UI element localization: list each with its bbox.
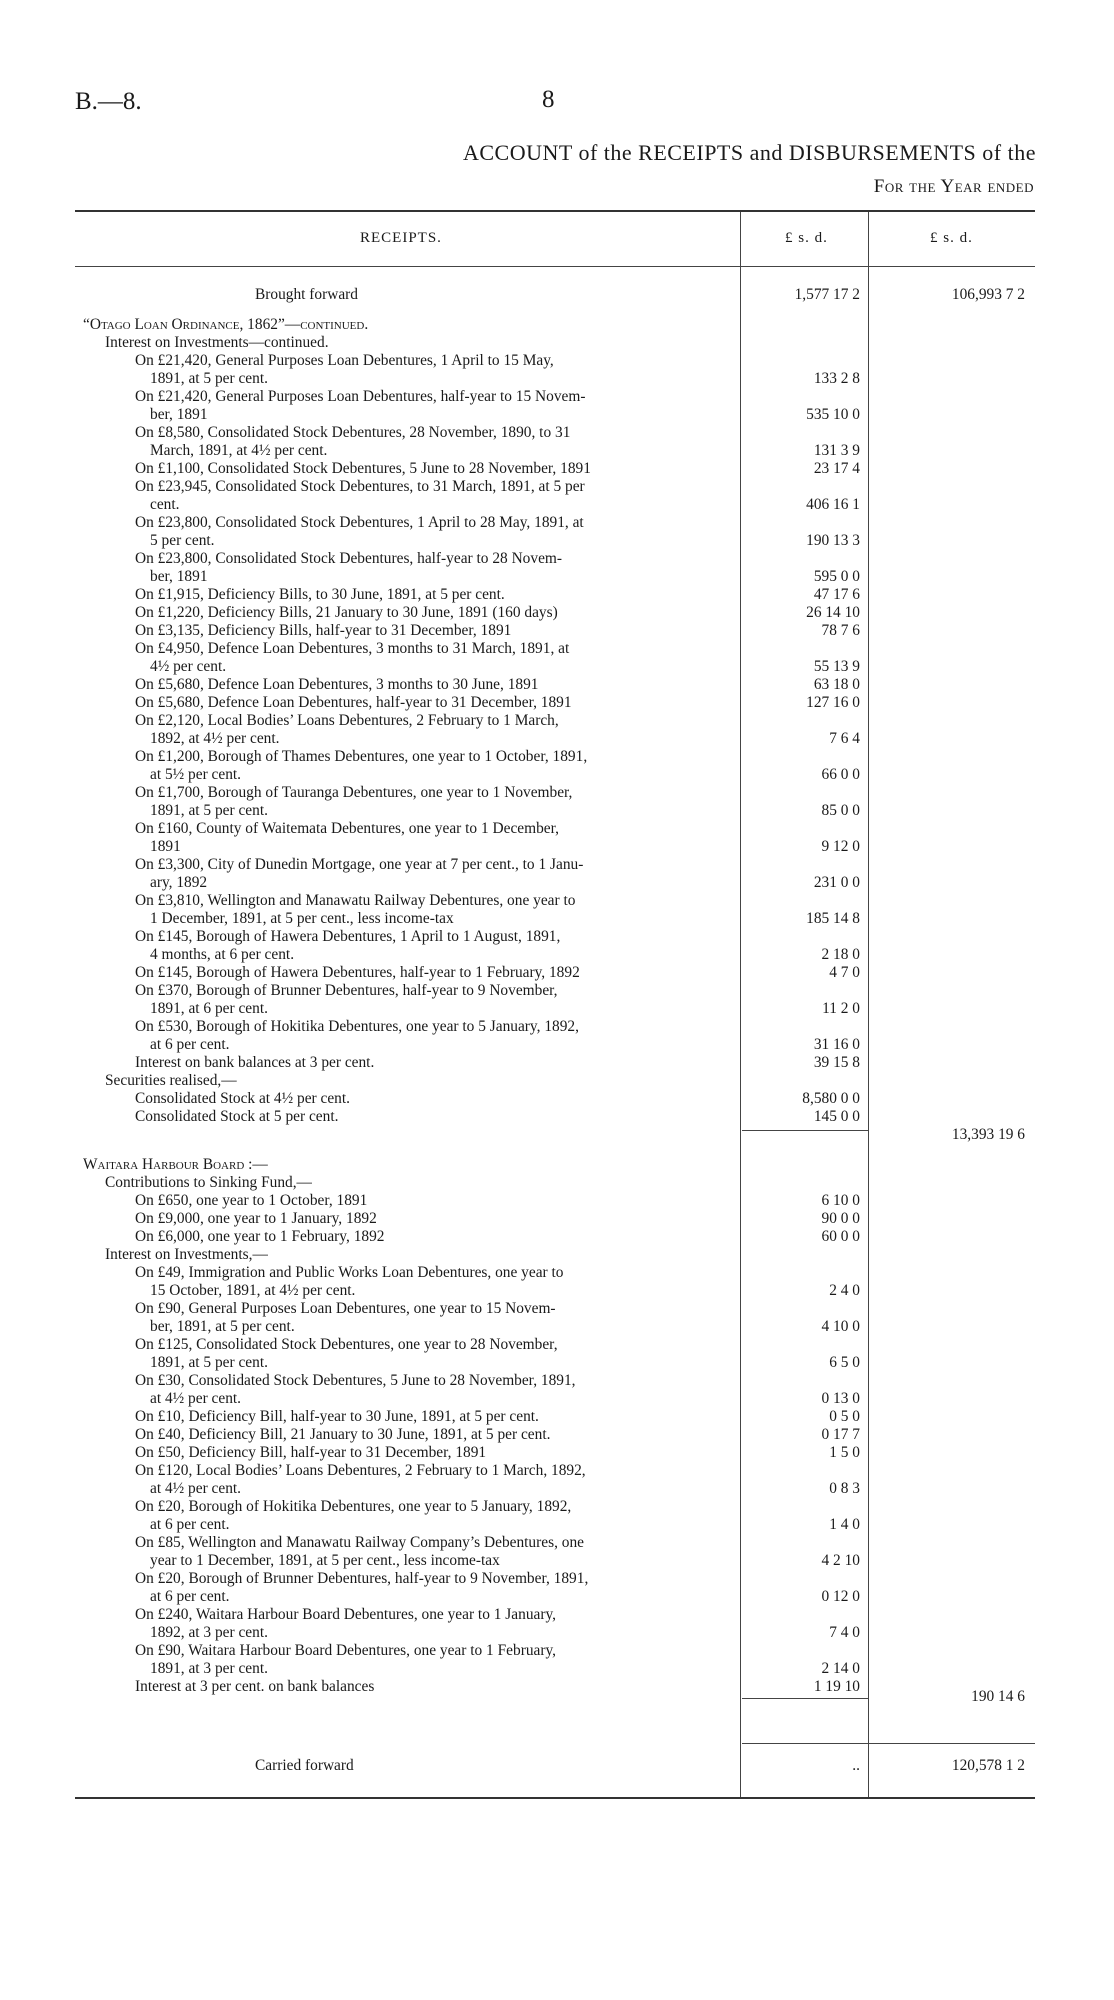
waitara-item: On £120, Local Bodies’ Loans Debentures, 2 February to 1 March, 1892, [135,1462,586,1479]
otago-item-amount: 133 2 8 [813,370,860,387]
otago-item-amount: 55 13 9 [813,658,860,675]
waitara-item-cont: at 6 per cent. [150,1588,230,1605]
otago-item: On £4,950, Defence Loan Debentures, 3 months to 31 March, 1891, at [135,640,570,657]
waitara-item: On £240, Waitara Harbour Board Debentures, one year to 1 January, [135,1606,557,1623]
otago-item-amount: 185 14 8 [806,910,860,927]
waitara-item-cont: year to 1 December, 1891, at 5 per cent., less income-tax [150,1552,500,1569]
waitara-item-amount: 2 14 0 [821,1660,860,1677]
carried-forward-label: Carried forward [255,1757,354,1774]
otago-item-cont: at 6 per cent. [150,1036,230,1053]
waitara-item-amount: 4 2 10 [821,1552,860,1569]
otago-item: On £1,100, Consolidated Stock Debentures, 5 June to 28 November, 1891 [135,460,591,477]
otago-item-cont: cent. [150,496,180,513]
otago-item-cont: 1892, at 4½ per cent. [150,730,280,747]
otago-bank-amount: 39 15 8 [813,1054,860,1071]
otago-item: On £21,420, General Purposes Loan Debentures, half-year to 15 Novem- [135,388,586,405]
waitara-item-cont: 15 October, 1891, at 4½ per cent. [150,1282,356,1299]
otago-item: On £3,300, City of Dunedin Mortgage, one year at 7 per cent., to 1 Janu- [135,856,584,873]
security-item: Consolidated Stock at 4½ per cent. [135,1090,350,1107]
otago-item-amount: 78 7 6 [821,622,860,639]
otago-item: On £2,120, Local Bodies’ Loans Debentures, 2 February to 1 March, [135,712,559,729]
waitara-item: On £90, General Purposes Loan Debentures, one year to 15 Novem- [135,1300,556,1317]
subtotal-rule [742,1698,868,1699]
otago-item: On £21,420, General Purposes Loan Debentures, 1 April to 15 May, [135,352,554,369]
waitara-item: On £90, Waitara Harbour Board Debentures, one year to 1 February, [135,1642,557,1659]
otago-item-cont: March, 1891, at 4½ per cent. [150,442,328,459]
otago-item-amount: 66 0 0 [821,766,860,783]
carried-forward-amount: .. [852,1757,860,1774]
waitara-item-amount: 0 17 7 [821,1426,860,1443]
otago-item: On £145, Borough of Hawera Debentures, half-year to 1 February, 1892 [135,964,580,981]
otago-item-amount: 127 16 0 [806,694,860,711]
otago-subheading: Interest on Investments—continued. [105,334,329,351]
otago-item-cont: 4½ per cent. [150,658,227,675]
sinking-amount: 6 10 0 [821,1192,860,1209]
sinking-amount: 60 0 0 [821,1228,860,1245]
security-item: Consolidated Stock at 5 per cent. [135,1108,339,1125]
waitara-total: 190 14 6 [971,1688,1025,1705]
waitara-item: On £49, Immigration and Public Works Loan Debentures, one year to [135,1264,564,1281]
brought-forward-amount: 1,577 17 2 [794,286,860,303]
brought-forward-label: Brought forward [255,286,359,303]
otago-item-amount: 131 3 9 [813,442,860,459]
waitara-item: On £40, Deficiency Bill, 21 January to 30 June, 1891, at 5 per cent. [135,1426,551,1443]
subtotal-rule [742,1130,868,1131]
otago-item: On £1,220, Deficiency Bills, 21 January to 30 June, 1891 (160 days) [135,604,558,621]
otago-item: On £1,200, Borough of Thames Debentures, one year to 1 October, 1891, [135,748,588,765]
otago-item: On £23,800, Consolidated Stock Debentures, 1 April to 28 May, 1891, at [135,514,584,531]
waitara-item-cont: at 4½ per cent. [150,1390,242,1407]
otago-item: On £145, Borough of Hawera Debentures, 1 April to 1 August, 1891, [135,928,561,945]
waitara-item-amount: 7 4 0 [829,1624,860,1641]
page-reference: B.—8. [75,88,142,115]
receipts-header: RECEIPTS. [360,230,442,246]
otago-item-amount: 535 10 0 [806,406,860,423]
subtotal-rule [742,1743,1035,1744]
waitara-item: On £125, Consolidated Stock Debentures, one year to 28 November, [135,1336,558,1353]
sinking-item: On £6,000, one year to 1 February, 1892 [135,1228,385,1245]
otago-item-amount: 231 0 0 [813,874,860,891]
otago-heading: “Otago Loan Ordinance, 1862”—continued. [83,316,369,333]
waitara-item: On £85, Wellington and Manawatu Railway Company’s Debentures, one [135,1534,584,1551]
receipts-table [75,210,1035,1799]
otago-item: On £5,680, Defence Loan Debentures, half-year to 31 December, 1891 [135,694,572,711]
waitara-item-amount: 1 4 0 [829,1516,860,1533]
otago-item-cont: ary, 1892 [150,874,208,891]
waitara-item-cont: 1891, at 5 per cent. [150,1354,268,1371]
waitara-item-amount: 0 8 3 [829,1480,860,1497]
otago-item: On £3,810, Wellington and Manawatu Railway Debentures, one year to [135,892,576,909]
otago-item-amount: 85 0 0 [821,802,860,819]
otago-item-amount: 406 16 1 [806,496,860,513]
carried-forward-total: 120,578 1 2 [951,1757,1025,1774]
otago-item-cont: 1 December, 1891, at 5 per cent., less income-tax [150,910,454,927]
securities-heading: Securities realised,— [105,1072,237,1089]
waitara-item-cont: at 4½ per cent. [150,1480,242,1497]
waitara-item-cont: 1892, at 3 per cent. [150,1624,268,1641]
otago-item-amount: 4 7 0 [829,964,860,981]
otago-item-amount: 7 6 4 [829,730,860,747]
otago-item-cont: 1891, at 5 per cent. [150,802,268,819]
sinking-fund-heading: Contributions to Sinking Fund,— [105,1174,312,1191]
otago-item: On £8,580, Consolidated Stock Debentures, 28 November, 1890, to 31 [135,424,571,441]
sinking-item: On £650, one year to 1 October, 1891 [135,1192,368,1209]
otago-item: On £1,915, Deficiency Bills, to 30 June, 1891, at 5 per cent. [135,586,505,603]
pounds-header: £ s. d. [785,230,828,246]
otago-item-amount: 9 12 0 [821,838,860,855]
security-amount: 8,580 0 0 [802,1090,860,1107]
otago-item-cont: ber, 1891 [150,406,208,423]
waitara-item: On £20, Borough of Hokitika Debentures, one year to 5 January, 1892, [135,1498,572,1515]
otago-item-amount: 23 17 4 [813,460,860,477]
waitara-item-amount: 6 5 0 [829,1354,860,1371]
waitara-item: On £10, Deficiency Bill, half-year to 30 June, 1891, at 5 per cent. [135,1408,539,1425]
brought-forward-total: 106,993 7 2 [951,286,1025,303]
otago-item-amount: 11 2 0 [822,1000,860,1017]
waitara-heading: Waitara Harbour Board :— [83,1156,268,1173]
otago-item: On £1,700, Borough of Tauranga Debentures, one year to 1 November, [135,784,573,801]
otago-item-cont: 1891, at 5 per cent. [150,370,268,387]
waitara-item-cont: 1891, at 3 per cent. [150,1660,268,1677]
waitara-item-amount: 2 4 0 [829,1282,860,1299]
otago-item-cont: at 5½ per cent. [150,766,242,783]
waitara-item-amount: 1 5 0 [829,1444,860,1461]
page-number: 8 [542,86,555,113]
waitara-item-amount: 0 13 0 [821,1390,860,1407]
otago-item-amount: 190 13 3 [806,532,860,549]
otago-item-amount: 63 18 0 [813,676,860,693]
waitara-item-cont: at 6 per cent. [150,1516,230,1533]
waitara-bank-amount: 1 19 10 [813,1678,860,1695]
security-amount: 145 0 0 [813,1108,860,1125]
waitara-item-cont: ber, 1891, at 5 per cent. [150,1318,295,1335]
otago-item-amount: 31 16 0 [813,1036,860,1053]
waitara-item: On £30, Consolidated Stock Debentures, 5 June to 28 November, 1891, [135,1372,576,1389]
waitara-interest-heading: Interest on Investments,— [105,1246,268,1263]
otago-item: On £370, Borough of Brunner Debentures, half-year to 9 November, [135,982,558,999]
sinking-amount: 90 0 0 [821,1210,860,1227]
otago-bank-interest: Interest on bank balances at 3 per cent. [135,1054,375,1071]
otago-item-cont: 1891 [150,838,181,855]
otago-item-amount: 26 14 10 [806,604,860,621]
account-title: ACCOUNT of the RECEIPTS and DISBURSEMENTS of the [463,140,1036,165]
otago-item-amount: 47 17 6 [813,586,860,603]
otago-item: On £23,800, Consolidated Stock Debentures, half-year to 28 Novem- [135,550,562,567]
otago-item-amount: 595 0 0 [813,568,860,585]
otago-item-amount: 2 18 0 [821,946,860,963]
otago-item-cont: 4 months, at 6 per cent. [150,946,295,963]
otago-item-cont: 1891, at 6 per cent. [150,1000,268,1017]
otago-item: On £530, Borough of Hokitika Debentures, one year to 5 January, 1892, [135,1018,579,1035]
otago-item-cont: 5 per cent. [150,532,215,549]
otago-item: On £160, County of Waitemata Debentures, one year to 1 December, [135,820,559,837]
otago-item-cont: ber, 1891 [150,568,208,585]
otago-item: On £5,680, Defence Loan Debentures, 3 months to 30 June, 1891 [135,676,539,693]
sinking-item: On £9,000, one year to 1 January, 1892 [135,1210,377,1227]
waitara-item: On £20, Borough of Brunner Debentures, half-year to 9 November, 1891, [135,1570,589,1587]
waitara-item-amount: 0 12 0 [821,1588,860,1605]
waitara-item-amount: 0 5 0 [829,1408,860,1425]
waitara-item-amount: 4 10 0 [821,1318,860,1335]
header-rule [75,266,1035,267]
otago-total: 13,393 19 6 [951,1126,1025,1143]
account-subtitle: For the Year ended [873,176,1034,197]
otago-item: On £23,945, Consolidated Stock Debentures, to 31 March, 1891, at 5 per [135,478,585,495]
waitara-item: On £50, Deficiency Bill, half-year to 31 December, 1891 [135,1444,487,1461]
column-rule [868,212,869,1797]
otago-item: On £3,135, Deficiency Bills, half-year to 31 December, 1891 [135,622,512,639]
waitara-bank-interest: Interest at 3 per cent. on bank balances [135,1678,375,1695]
pounds-header: £ s. d. [930,230,973,246]
